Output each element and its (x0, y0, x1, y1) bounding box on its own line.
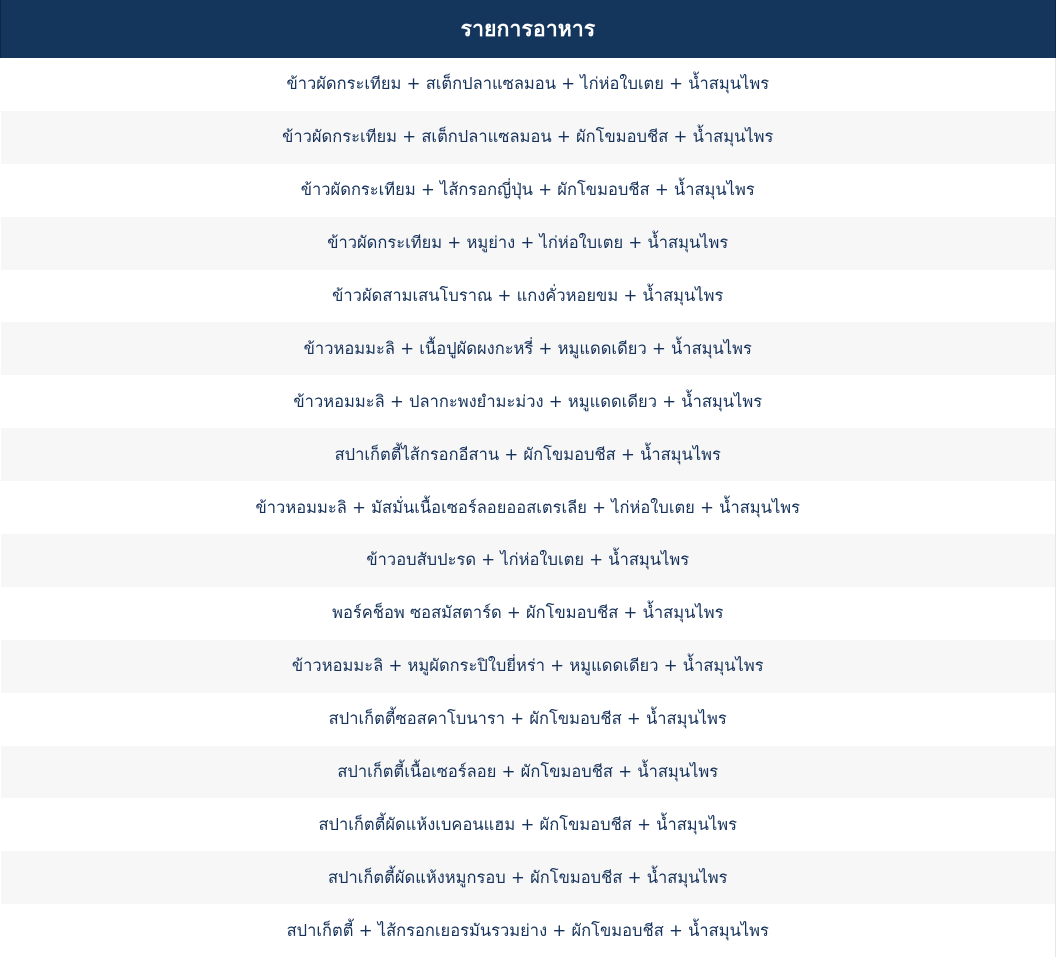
table-row (1, 640, 1056, 693)
menu-item: สปาเก็ตตี้เนื้อเซอร์ลอย + ผักโขมอบชีส + น้ำสมุนไพร (1, 746, 1056, 799)
menu-item: ข้าวหอมมะลิ + ปลากะพงยำมะม่วง + หมูแดดเดียว + น้ำสมุนไพร (1, 375, 1056, 428)
menu-header-row (1, 0, 1056, 58)
menu-item: ข้าวผัดกระเทียม + หมูย่าง + ไก่ห่อใบเตย + น้ำสมุนไพร (1, 217, 1056, 270)
menu-item: ข้าวหอมมะลิ + มัสมั่นเนื้อเซอร์ลอยออสเตรเลีย + ไก่ห่อใบเตย + น้ำสมุนไพร (1, 481, 1056, 534)
menu-header: รายการอาหาร (1, 0, 1056, 58)
menu-body (1, 58, 1056, 957)
table-row (1, 111, 1056, 164)
table-row (1, 746, 1056, 799)
menu-item: ข้าวผัดกระเทียม + สเต็กปลาแซลมอน + ผักโขมอบชีส + น้ำสมุนไพร (1, 111, 1056, 164)
menu-item: ข้าวผัดกระเทียม + สเต็กปลาแซลมอน + ไก่ห่อใบเตย + น้ำสมุนไพร (1, 58, 1056, 111)
menu-item: ข้าวผัดกระเทียม + ไส้กรอกญี่ปุ่น + ผักโขมอบชีส + น้ำสมุนไพร (1, 164, 1056, 217)
table-row (1, 798, 1056, 851)
table-row (1, 904, 1056, 957)
table-row (1, 322, 1056, 375)
table-row (1, 693, 1056, 746)
table-row (1, 270, 1056, 323)
menu-item: สปาเก็ตตี้ซอสคาโบนารา + ผักโขมอบชีส + น้ำสมุนไพร (1, 693, 1056, 746)
table-row (1, 481, 1056, 534)
menu-item: พอร์คช็อพ ซอสมัสตาร์ด + ผักโขมอบชีส + น้ำสมุนไพร (1, 587, 1056, 640)
menu-item: สปาเก็ตตี้ผัดแห้งเบคอนแฮม + ผักโขมอบชีส + น้ำสมุนไพร (1, 798, 1056, 851)
table-row (1, 428, 1056, 481)
menu-item: สปาเก็ตตี้ + ไส้กรอกเยอรมันรวมย่าง + ผักโขมอบชีส + น้ำสมุนไพร (1, 904, 1056, 957)
menu-item: สปาเก็ตตี้ไส้กรอกอีสาน + ผักโขมอบชีส + น้ำสมุนไพร (1, 428, 1056, 481)
table-row (1, 375, 1056, 428)
table-row (1, 217, 1056, 270)
menu-item: ข้าวผัดสามเสนโบราณ + แกงคั่วหอยขม + น้ำสมุนไพร (1, 270, 1056, 323)
table-row (1, 851, 1056, 904)
menu-item: ข้าวอบสับปะรด + ไก่ห่อใบเตย + น้ำสมุนไพร (1, 534, 1056, 587)
menu-item: ข้าวหอมมะลิ + หมูผัดกระปิใบยี่หร่า + หมูแดดเดียว + น้ำสมุนไพร (1, 640, 1056, 693)
table-row (1, 164, 1056, 217)
table-row (1, 534, 1056, 587)
table-row (1, 587, 1056, 640)
menu-item: สปาเก็ตตี้ผัดแห้งหมูกรอบ + ผักโขมอบชีส + น้ำสมุนไพร (1, 851, 1056, 904)
menu-item: ข้าวหอมมะลิ + เนื้อปูผัดผงกะหรี่ + หมูแดดเดียว + น้ำสมุนไพร (1, 322, 1056, 375)
table-row (1, 58, 1056, 111)
